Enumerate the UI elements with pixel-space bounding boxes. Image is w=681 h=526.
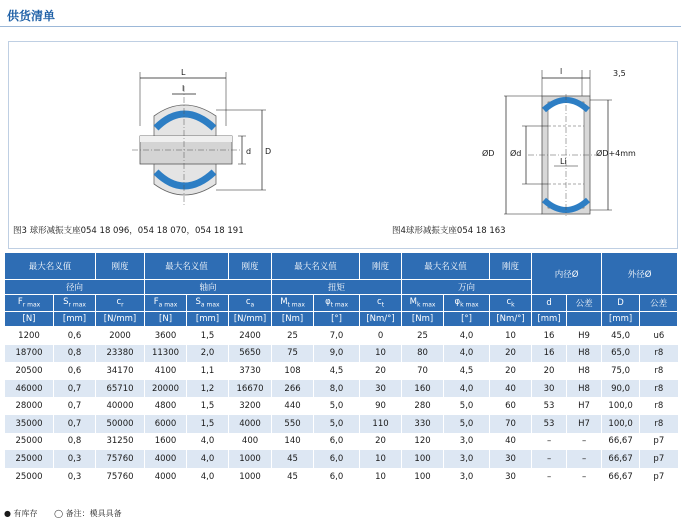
symbol-header-cell [5, 295, 54, 312]
table-cell: 0,7 [54, 380, 96, 398]
dim-L-label: L [181, 68, 186, 77]
table-cell: 10 [360, 468, 402, 486]
symbol-text: c [506, 297, 512, 308]
table-cell: r8 [640, 397, 678, 415]
symbol-text: F [153, 297, 159, 308]
symbol-text: 公差 [575, 299, 593, 309]
symbol-subscript: r max [68, 301, 86, 309]
table-cell: 5,0 [444, 397, 490, 415]
table-cell: 2000 [96, 327, 145, 345]
header-axial: 轴向 [145, 280, 272, 295]
table-cell: 5,0 [444, 415, 490, 433]
table-cell: 4800 [145, 397, 187, 415]
table-row [5, 468, 678, 486]
product-table-container [4, 252, 677, 485]
table-cell: 440 [272, 397, 314, 415]
unit-header-cell [567, 312, 602, 327]
table-cell: 4000 [229, 415, 272, 433]
unit-header-cell: [N/mm] [96, 312, 145, 327]
table-cell: 100,0 [602, 415, 640, 433]
header-stiffness: 刚度 [490, 253, 532, 280]
table-cell: 50000 [96, 415, 145, 433]
symbol-text: d [546, 298, 552, 308]
table-cell: – [567, 468, 602, 486]
table-row [5, 327, 678, 345]
table-cell: 90 [360, 397, 402, 415]
table-cell: H7 [567, 415, 602, 433]
header-cardanic: 万向 [402, 280, 532, 295]
symbol-text: φ [325, 297, 331, 308]
table-cell: p7 [640, 433, 678, 451]
table-cell: 7,0 [314, 327, 360, 345]
symbol-text: D [617, 298, 624, 308]
table-cell: 9,0 [314, 345, 360, 363]
table-cell: 70 [402, 362, 444, 380]
symbol-header-cell [640, 295, 678, 312]
table-cell: 1,5 [187, 415, 229, 433]
table-cell: 0,6 [54, 362, 96, 380]
symbol-header-cell [187, 295, 229, 312]
table-cell: 11300 [145, 345, 187, 363]
table-cell: 4,0 [444, 345, 490, 363]
table-cell: 25 [402, 327, 444, 345]
table-cell: 90,0 [602, 380, 640, 398]
table-cell: 4,0 [187, 450, 229, 468]
table-cell: 6000 [145, 415, 187, 433]
table-cell: 4,5 [314, 362, 360, 380]
table-cell: 20 [490, 345, 532, 363]
dim-OD-label: ØD [482, 149, 495, 158]
table-cell: 75,0 [602, 362, 640, 380]
table-cell: 10 [490, 327, 532, 345]
table-cell: 66,67 [602, 433, 640, 451]
table-cell: 110 [360, 415, 402, 433]
table-cell: 45 [272, 450, 314, 468]
table-cell: 1,5 [187, 397, 229, 415]
symbol-text: M [409, 297, 417, 308]
symbol-header-cell [444, 295, 490, 312]
table-cell: 20 [532, 362, 567, 380]
symbol-subscript: k [511, 301, 515, 309]
table-cell: 5650 [229, 345, 272, 363]
table-cell: p7 [640, 468, 678, 486]
symbol-header-cell [229, 295, 272, 312]
table-cell: 140 [272, 433, 314, 451]
unit-header-cell: [mm] [532, 312, 567, 327]
symbol-header-cell [272, 295, 314, 312]
table-cell: 53 [532, 415, 567, 433]
symbol-subscript: a max [158, 301, 178, 309]
dim-l-label: l [182, 84, 185, 93]
table-cell: 75760 [96, 450, 145, 468]
table-cell: r8 [640, 362, 678, 380]
table-cell: 4,5 [444, 362, 490, 380]
unit-header-cell: [N] [145, 312, 187, 327]
header-max-nominal: 最大名义值 [272, 253, 360, 280]
unit-header-cell: [°] [444, 312, 490, 327]
symbol-header-cell [602, 295, 640, 312]
symbol-text: 公差 [650, 299, 668, 309]
symbol-subscript: t max [287, 301, 305, 309]
table-cell: 4,0 [187, 433, 229, 451]
figure-3-caption: 图3 球形减振支座054 18 096，054 18 070，054 18 191 [13, 226, 244, 236]
table-cell: 3200 [229, 397, 272, 415]
table-cell: 30 [360, 380, 402, 398]
dim-Li-label: Li [560, 157, 567, 166]
symbol-text: c [245, 297, 251, 308]
table-cell: H8 [567, 345, 602, 363]
symbol-subscript: t [381, 301, 385, 309]
table-cell: 550 [272, 415, 314, 433]
legend-footer [4, 508, 136, 519]
table-cell: 20000 [145, 380, 187, 398]
table-cell: 100 [402, 450, 444, 468]
table-cell: u6 [640, 327, 678, 345]
table-cell: 25000 [5, 468, 54, 486]
table-cell: 3600 [145, 327, 187, 345]
header-max-nominal: 最大名义值 [5, 253, 96, 280]
table-row [5, 345, 678, 363]
table-cell: 0 [360, 327, 402, 345]
table-cell: 65,0 [602, 345, 640, 363]
table-cell: 34170 [96, 362, 145, 380]
table-cell: 30 [490, 450, 532, 468]
title-divider [0, 26, 681, 27]
header-outer-diameter: 外径Ø [602, 253, 678, 295]
table-cell: 3,0 [444, 468, 490, 486]
unit-header-cell: [°] [314, 312, 360, 327]
table-cell: 1000 [229, 468, 272, 486]
table-cell: 25000 [5, 450, 54, 468]
table-cell: – [532, 468, 567, 486]
table-cell: 20 [360, 433, 402, 451]
header-max-nominal: 最大名义值 [402, 253, 490, 280]
symbol-subscript: r [121, 301, 124, 309]
table-cell: 16 [532, 327, 567, 345]
unit-header-cell: [Nm] [402, 312, 444, 327]
unit-header-cell: [mm] [602, 312, 640, 327]
table-cell: 6,0 [314, 433, 360, 451]
table-cell: 1600 [145, 433, 187, 451]
table-cell: 6,0 [314, 468, 360, 486]
table-cell: 4000 [145, 468, 187, 486]
table-row [5, 415, 678, 433]
symbol-header-cell [96, 295, 145, 312]
table-cell: H7 [567, 397, 602, 415]
note-legend: ◯ 备注：模具具备 [54, 509, 122, 518]
unit-header-cell: [mm] [187, 312, 229, 327]
table-cell: 120 [402, 433, 444, 451]
table-cell: – [567, 433, 602, 451]
table-cell: 2400 [229, 327, 272, 345]
table-cell: 66,67 [602, 450, 640, 468]
table-row [5, 380, 678, 398]
unit-header-cell: [N/mm] [229, 312, 272, 327]
table-cell: 18700 [5, 345, 54, 363]
symbol-header-cell [402, 295, 444, 312]
bearing-drawing-fig3 [126, 66, 286, 218]
table-cell: 0,8 [54, 433, 96, 451]
table-cell: 35000 [5, 415, 54, 433]
table-cell: – [532, 433, 567, 451]
table-cell: 40 [490, 380, 532, 398]
table-cell: 16670 [229, 380, 272, 398]
table-cell: 3,0 [444, 433, 490, 451]
table-cell: 5,0 [314, 415, 360, 433]
symbol-text: c [377, 297, 382, 308]
table-cell: 25000 [5, 433, 54, 451]
table-cell: 40000 [96, 397, 145, 415]
symbol-text: S [63, 297, 69, 308]
table-cell: 46000 [5, 380, 54, 398]
table-cell: 20 [360, 362, 402, 380]
table-cell: 5,0 [314, 397, 360, 415]
dim-Od-label: Ød [510, 149, 522, 158]
table-cell: 2,0 [187, 345, 229, 363]
table-cell: – [532, 450, 567, 468]
table-cell: 10 [360, 450, 402, 468]
table-cell: 1,5 [187, 327, 229, 345]
header-stiffness: 刚度 [96, 253, 145, 280]
symbol-subscript: t max [330, 301, 349, 309]
symbol-text: c [116, 297, 122, 308]
table-cell: 0,3 [54, 468, 96, 486]
table-cell: H8 [567, 362, 602, 380]
symbol-text: F [17, 297, 23, 308]
in-stock-legend: ● 有库存 [4, 509, 38, 518]
unit-header-cell: [N] [5, 312, 54, 327]
table-cell: 16 [532, 345, 567, 363]
table-cell: 108 [272, 362, 314, 380]
symbol-header-row [5, 295, 678, 312]
symbol-text: φ [454, 297, 461, 308]
dim-gap-label: 3,5 [613, 69, 626, 78]
table-cell: 266 [272, 380, 314, 398]
table-cell: 0,3 [54, 450, 96, 468]
table-cell: 3,0 [444, 450, 490, 468]
header-inner-diameter: 内径Ø [532, 253, 602, 295]
table-cell: 80 [402, 345, 444, 363]
table-cell: 1,2 [187, 380, 229, 398]
table-cell: 30 [532, 380, 567, 398]
table-cell: r8 [640, 345, 678, 363]
table-cell: 400 [229, 433, 272, 451]
header-radial: 径向 [5, 280, 145, 295]
table-cell: 3730 [229, 362, 272, 380]
table-cell: 330 [402, 415, 444, 433]
table-cell: H9 [567, 327, 602, 345]
bearing-drawing-fig4 [470, 66, 640, 218]
table-row [5, 397, 678, 415]
unit-header-cell: [Nm/°] [490, 312, 532, 327]
table-body [5, 327, 678, 486]
table-cell: 20 [490, 362, 532, 380]
table-row [5, 433, 678, 451]
symbol-header-cell [532, 295, 567, 312]
page-title: 供货清单 [7, 9, 56, 23]
header-torsion: 扭矩 [272, 280, 402, 295]
table-cell: 8,0 [314, 380, 360, 398]
symbol-header-cell [490, 295, 532, 312]
symbol-subscript: r max [22, 301, 41, 309]
dim-d-label: d [246, 147, 252, 156]
symbol-subscript: a max [200, 301, 220, 309]
table-cell: H8 [567, 380, 602, 398]
table-cell: 160 [402, 380, 444, 398]
table-row [5, 450, 678, 468]
table-cell: 75 [272, 345, 314, 363]
symbol-header-cell [54, 295, 96, 312]
table-cell: 65710 [96, 380, 145, 398]
table-cell: 20500 [5, 362, 54, 380]
dim-ODplus-label: ØD+4mm [596, 149, 636, 158]
table-cell: 1200 [5, 327, 54, 345]
symbol-header-cell [360, 295, 402, 312]
table-cell: 1000 [229, 450, 272, 468]
table-cell: 70 [490, 415, 532, 433]
unit-header-cell: [Nm] [272, 312, 314, 327]
table-cell: 66,67 [602, 468, 640, 486]
unit-header-row [5, 312, 678, 327]
table-cell: 1,1 [187, 362, 229, 380]
table-cell: 0,6 [54, 327, 96, 345]
header-stiffness: 刚度 [229, 253, 272, 280]
table-cell: 0,7 [54, 397, 96, 415]
table-cell: 4,0 [444, 380, 490, 398]
table-cell: p7 [640, 450, 678, 468]
symbol-header-cell [314, 295, 360, 312]
table-cell: 45,0 [602, 327, 640, 345]
symbol-subscript: k max [416, 301, 436, 309]
table-cell: 4000 [145, 450, 187, 468]
table-cell: – [567, 450, 602, 468]
table-cell: 4100 [145, 362, 187, 380]
table-cell: 31250 [96, 433, 145, 451]
table-cell: 23380 [96, 345, 145, 363]
table-cell: 0,8 [54, 345, 96, 363]
symbol-text: S [195, 297, 201, 308]
table-cell: 10 [360, 345, 402, 363]
table-cell: 53 [532, 397, 567, 415]
unit-header-cell: [Nm/°] [360, 312, 402, 327]
symbol-subscript: a [250, 301, 255, 309]
table-cell: r8 [640, 380, 678, 398]
table-cell: 40 [490, 433, 532, 451]
table-cell: 0,7 [54, 415, 96, 433]
table-cell: 100 [402, 468, 444, 486]
header-max-nominal: 最大名义值 [145, 253, 229, 280]
symbol-subscript: k max [460, 301, 479, 309]
unit-header-cell [640, 312, 678, 327]
table-cell: 6,0 [314, 450, 360, 468]
table-cell: 30 [490, 468, 532, 486]
table-cell: 100,0 [602, 397, 640, 415]
symbol-header-cell [567, 295, 602, 312]
symbol-header-cell [145, 295, 187, 312]
header-stiffness: 刚度 [360, 253, 402, 280]
table-cell: r8 [640, 415, 678, 433]
product-table [4, 252, 678, 485]
symbol-text: M [280, 297, 288, 308]
dim-D-label: D [265, 147, 272, 156]
table-cell: 25 [272, 327, 314, 345]
table-cell: 280 [402, 397, 444, 415]
unit-header-cell: [mm] [54, 312, 96, 327]
table-cell: 75760 [96, 468, 145, 486]
table-row [5, 362, 678, 380]
table-cell: 4,0 [444, 327, 490, 345]
table-cell: 60 [490, 397, 532, 415]
table-cell: 28000 [5, 397, 54, 415]
table-cell: 45 [272, 468, 314, 486]
figure-4-caption: 图4球形减振支座054 18 163 [392, 226, 506, 236]
table-cell: 4,0 [187, 468, 229, 486]
dim-l-label-fig4: l [560, 67, 563, 76]
